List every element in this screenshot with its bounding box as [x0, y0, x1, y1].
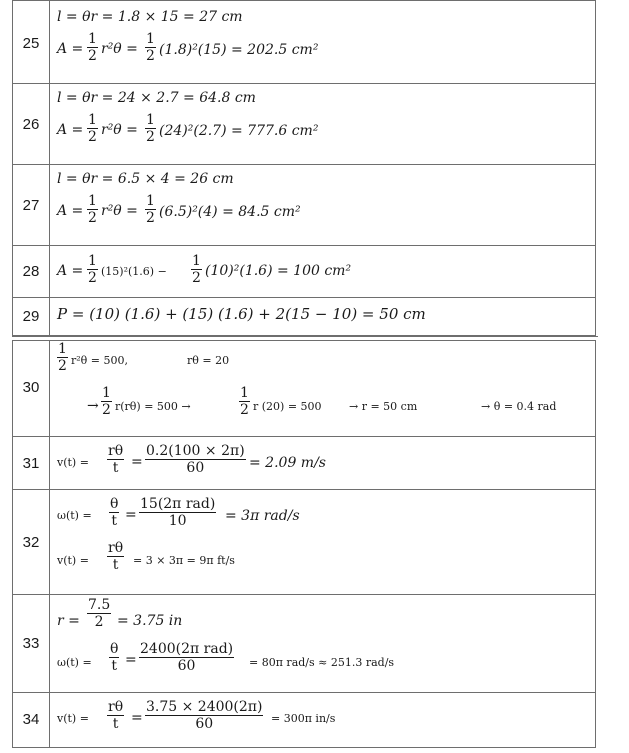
fraction: $\frac{1}{2}$ [58, 341, 67, 374]
angular-velocity-result: = 80π rad/s ≈ 251.3 rad/s [249, 656, 395, 669]
fraction: $\frac{1}{2}$ [146, 193, 155, 226]
equation-part: r(rθ) = 500 → [115, 400, 191, 413]
row-content [57, 246, 595, 297]
area-mid: (15)²(1.6) − [101, 265, 167, 278]
angular-velocity-result: = 3π rad/s [225, 508, 300, 524]
fraction: 15(2π rad) 10 [140, 496, 216, 529]
row-content [57, 437, 595, 489]
row-content [57, 84, 595, 164]
equals: = [131, 454, 143, 470]
table-row [12, 245, 596, 298]
table-row [12, 297, 596, 336]
table-row [12, 0, 596, 84]
equation-part: → r = 50 cm [349, 400, 418, 413]
arc-length-equation: l = θr = 1.8 × 15 = 27 cm [57, 9, 243, 25]
row-content [57, 165, 595, 245]
velocity-lhs: v(t) = [57, 712, 89, 725]
fraction: $\frac{1}{2}$ [88, 253, 97, 286]
velocity-result: = 2.09 m/s [249, 455, 326, 471]
fraction: $\frac{1}{2}$ [88, 31, 97, 64]
arc-length-equation: l = θr = 24 × 2.7 = 64.8 cm [57, 90, 256, 106]
row-number: 31 [13, 437, 50, 489]
velocity-result: = 300π in/s [271, 712, 336, 725]
angular-velocity-lhs: ω(t) = [57, 656, 92, 669]
row-number: 33 [13, 595, 50, 692]
fraction: $\frac{r\theta}{t}$ [108, 443, 124, 476]
row-content [57, 693, 595, 747]
fraction: $\frac{0.2(100 \times 2\pi)}{60}$ [146, 443, 245, 476]
row-number: 25 [13, 1, 50, 83]
fraction: $\frac{1}{2}$ [240, 385, 249, 418]
row-content [57, 341, 595, 436]
equation-part: r²θ = 500, [71, 354, 128, 367]
area-result: (10)²(1.6) = 100 cm² [205, 263, 352, 279]
equals: = [131, 710, 143, 726]
row-content [57, 298, 595, 335]
fraction: $\frac{\theta}{t}$ [110, 496, 119, 529]
row-number: 32 [13, 490, 50, 594]
area-mid: r²θ = [101, 122, 138, 138]
table-row [12, 340, 596, 437]
fraction: $\frac{1}{2}$ [88, 193, 97, 226]
fraction: 2400(2π rad) 60 [140, 641, 234, 674]
area-lhs: A = [57, 122, 84, 138]
equation-part: rθ = 20 [187, 354, 230, 367]
area-result: (1.8)²(15) = 202.5 cm² [159, 42, 319, 58]
fraction: $\frac{3.75 \times 2400(2\pi)}{60}$ [146, 699, 263, 732]
equals: = [125, 507, 137, 523]
area-mid: r²θ = [101, 203, 138, 219]
row-number: 27 [13, 165, 50, 245]
area-lhs: A = [57, 263, 84, 279]
row-number: 26 [13, 84, 50, 164]
velocity-lhs: v(t) = [57, 456, 89, 469]
fraction: $\frac{1}{2}$ [88, 112, 97, 145]
row-number: 34 [13, 693, 50, 747]
area-mid: r²θ = [101, 41, 138, 57]
fraction: $\frac{r\theta}{t}$ [108, 540, 124, 573]
arc-length-equation: l = θr = 6.5 × 4 = 26 cm [57, 171, 234, 187]
table-row [12, 489, 596, 595]
radius-result: = 3.75 in [117, 613, 183, 629]
table-row [12, 436, 596, 490]
equation-part: r (20) = 500 [253, 400, 322, 413]
row-content [57, 1, 595, 83]
solutions-table [12, 0, 598, 753]
area-lhs: A = [57, 41, 84, 57]
area-result: (6.5)²(4) = 84.5 cm² [159, 204, 301, 220]
fraction: $\frac{1}{2}$ [146, 31, 155, 64]
perimeter-equation: P = (10) (1.6) + (15) (1.6) + 2(15 − 10) = 50 cm [57, 305, 426, 323]
row-content [57, 595, 595, 692]
velocity-result: = 3 × 3π = 9π ft/s [133, 554, 235, 567]
fraction: $\frac{1}{2}$ [102, 385, 111, 418]
table-row [12, 692, 596, 748]
arrow: → [87, 398, 99, 414]
equation-part: → θ = 0.4 rad [481, 400, 557, 413]
row-number: 28 [13, 246, 50, 297]
fraction: $\frac{\theta}{t}$ [110, 641, 119, 674]
equals: = [125, 652, 137, 668]
fraction: $\frac{r\theta}{t}$ [108, 699, 124, 732]
area-result: (24)²(2.7) = 777.6 cm² [159, 123, 319, 139]
table-row [12, 164, 596, 246]
angular-velocity-lhs: ω(t) = [57, 509, 92, 522]
table-row [12, 83, 596, 165]
row-content [57, 490, 595, 594]
fraction: $\frac{1}{2}$ [146, 112, 155, 145]
fraction: $\frac{1}{2}$ [192, 253, 201, 286]
row-number: 29 [13, 298, 50, 335]
table-row [12, 594, 596, 693]
row-number: 30 [13, 341, 50, 436]
velocity-lhs: v(t) = [57, 554, 89, 567]
area-lhs: A = [57, 203, 84, 219]
radius-lhs: r = [57, 613, 80, 629]
fraction: $\frac{7.5}{2}$ [88, 597, 111, 630]
